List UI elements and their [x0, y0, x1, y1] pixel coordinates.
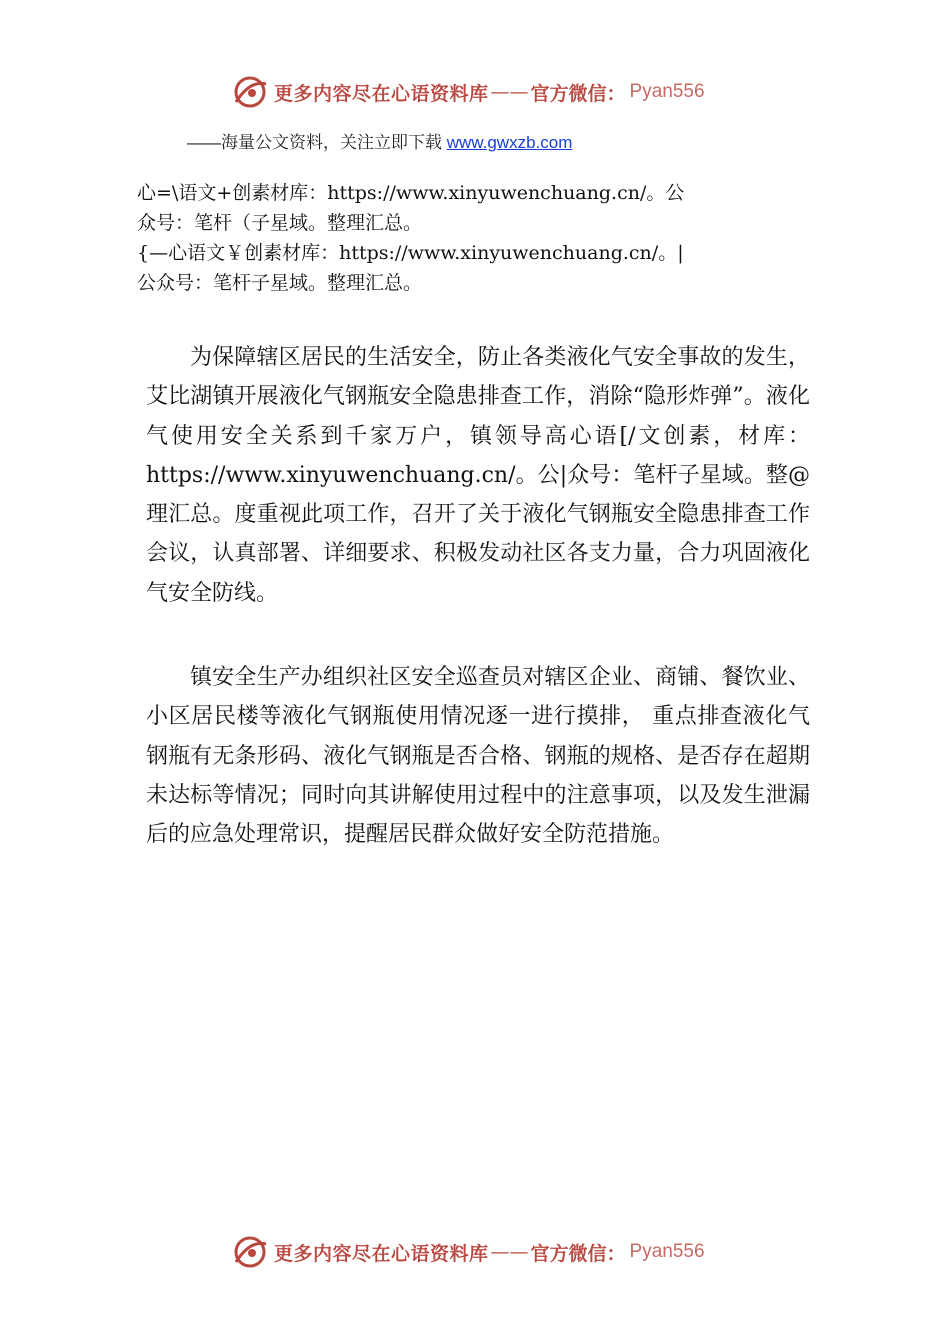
download-notice	[187, 128, 572, 153]
banner-label: 官方微信：	[530, 82, 626, 105]
logo-icon	[230, 1232, 270, 1272]
download-notice-text: ——海量公文资料，关注立即下载	[187, 133, 442, 152]
header-note-line: 众号：笔杆（子星域。整理汇总。	[137, 212, 423, 234]
footer-banner	[230, 1232, 705, 1272]
header-notes	[137, 178, 827, 298]
banner-title: 更多内容尽在心语资料库	[274, 1242, 489, 1265]
website-link[interactable]: www.gwxzb.com	[446, 133, 573, 152]
body-paragraph-1	[146, 338, 810, 613]
header-note-line: {—心语文￥创素材库：https://www.xinyuwenchuang.cn/。|	[137, 242, 684, 264]
header-note-line: 心=\语文+创素材库：https://www.xinyuwenchuang.cn/。公	[137, 182, 685, 204]
logo-icon	[230, 72, 270, 112]
header-banner	[230, 72, 705, 112]
paragraph-text: 为保障辖区居民的生活安全，防止各类液化气安全事故的发生，艾比湖镇开展液化气钢瓶安全隐患排查工作，消除“隐形炸弹”。液化气使用安全关系到千家万户，镇领导高心语[/文创素，材库：https://www.xinyuwenchuang.cn/。公|众号：笔杆子星域。整@理汇总。度重视此项工作，召开了关于液化气钢瓶安全隐患排查工作会议，认真部署、详细要求、积极发动社区各支力量，合力巩固液化气安全防线。	[146, 345, 810, 606]
paragraph-text: 镇安全生产办组织社区安全巡查员对辖区企业、商铺、餐饮业、小区居民楼等液化气钢瓶使用情况逐一进行摸排， 重点排查液化气钢瓶有无条形码、液化气钢瓶是否合格、钢瓶的规格、是否存在超期未达标等情况；同时向其讲解使用过程中的注意事项，以及发生泄漏后的应急处理常识，提醒居民群众做好安全防范措施。	[146, 665, 810, 848]
header-note-line: 公众号：笔杆子星域。整理汇总。	[137, 272, 423, 294]
banner-separator: ——	[490, 81, 529, 103]
banner-wechat-id: Pyan556	[629, 81, 705, 102]
banner-separator: ——	[490, 1241, 529, 1263]
banner-wechat-id: Pyan556	[629, 1241, 705, 1262]
banner-label: 官方微信：	[530, 1242, 626, 1265]
body-paragraph-2	[146, 658, 810, 854]
banner-title: 更多内容尽在心语资料库	[274, 82, 489, 105]
